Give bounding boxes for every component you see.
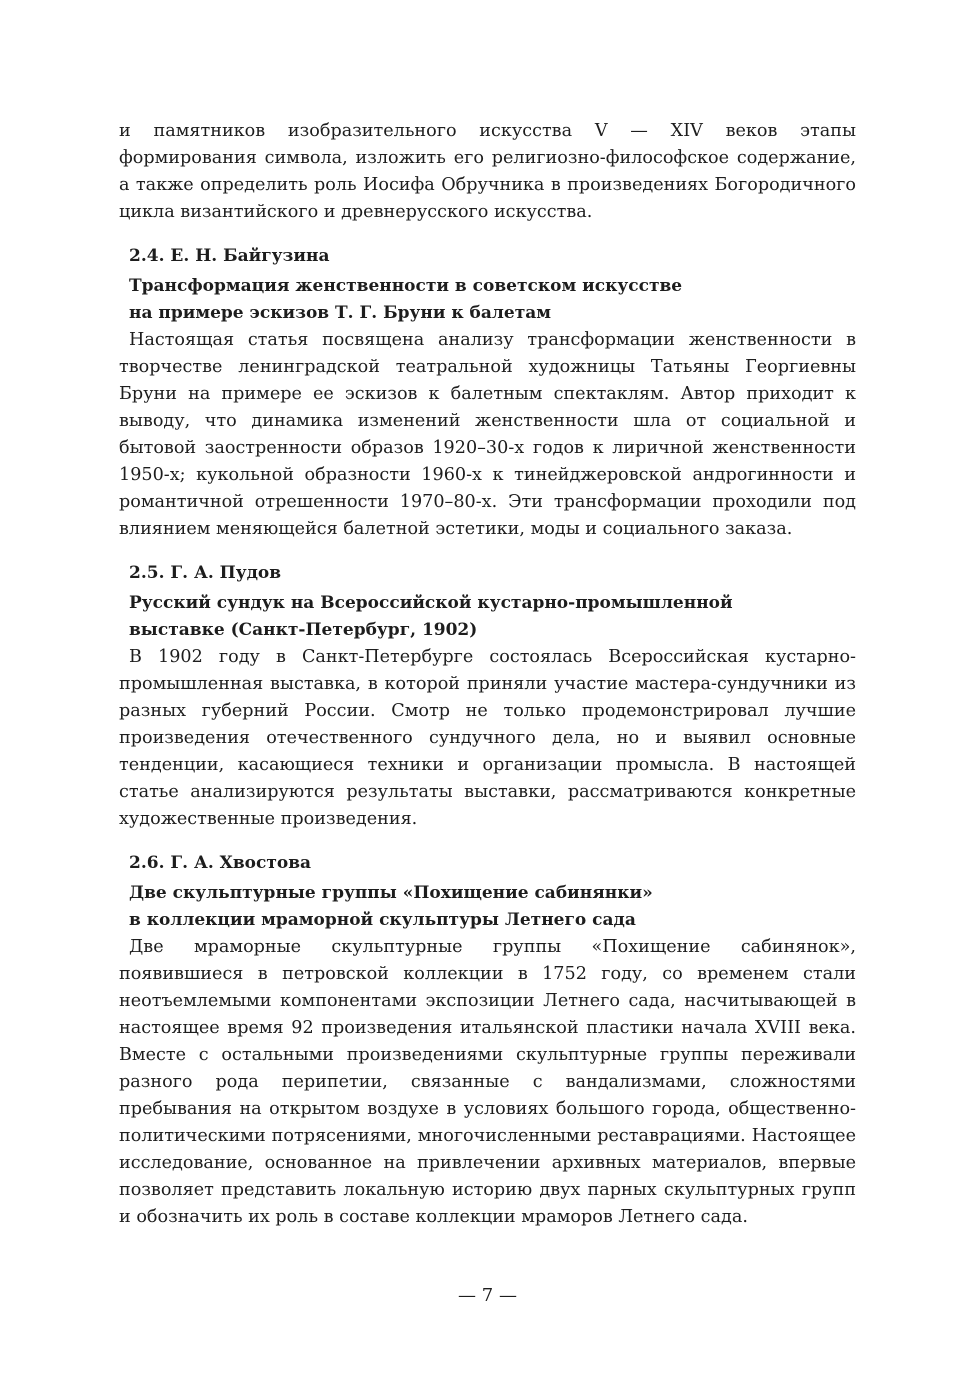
page-number: — 7 — bbox=[458, 1285, 517, 1306]
section-title bbox=[129, 590, 856, 644]
section-abstract: Две мраморные скульптурные группы «Похищение сабинянок», появившиеся в петровской коллекции в 1752 году, со временем стали неотъемлемыми компонентами экспозиции Летнего сада, насчитывающей в настоящее время 92 произведения итальянской пластики начала XVIII века. Вместе с остальными произведениями скульптурные группы переживали разного рода перипетии, связанные с вандализмами, сложностями пребывания на открытом воздухе в условиях большого города, общественно-политическими потрясениями, многочисленными реставрациями. Настоящее исследование, основанное на привлечении архивных материалов, впервые позволяет представить локальную историю двух парных скульптурных групп и обозначить их роль в составе коллекции мраморов Летнего сада. bbox=[119, 937, 856, 1227]
section-title bbox=[129, 273, 856, 327]
section-title-line: Трансформация женственности в советском искусстве bbox=[129, 276, 683, 296]
section-title bbox=[129, 880, 856, 934]
document-page bbox=[119, 118, 856, 1231]
section-heading: 2.4. Е. Н. Байгузина bbox=[129, 246, 330, 266]
section-title-line: Русский сундук на Всероссийской кустарно-промышленной bbox=[129, 593, 733, 613]
section-title-line: в коллекции мраморной скульптуры Летнего сада bbox=[129, 910, 636, 930]
section-title-line: на примере эскизов Т. Г. Бруни к балетам bbox=[129, 303, 552, 323]
intro-paragraph: и памятников изобразительного искусства V — XIV веков этапы формирования символа, изложить его религиозно-философское содержание, а также определить роль Иосифа Обручника в произведениях Богородичного цикла византийского и древнерусского искусства. bbox=[119, 121, 856, 222]
section-2-6 bbox=[119, 850, 856, 1231]
section-2-4 bbox=[119, 243, 856, 543]
section-abstract: В 1902 году в Санкт-Петербурге состоялась Всероссийская кустарно-промышленная выставка, в которой приняли участие мастера-сундучники из разных губерний России. Смотр не только продемонстрировал лучшие произведения отечественного сундучного дела, но и выявил основные тенденции, касающиеся техники и организации промысла. В настоящей статье анализируются результаты выставки, рассматриваются конкретные художественные произведения. bbox=[119, 647, 856, 829]
section-2-5 bbox=[119, 560, 856, 833]
section-title-line: Две скульптурные группы «Похищение сабинянки» bbox=[129, 883, 653, 903]
section-heading: 2.6. Г. А. Хвостова bbox=[129, 853, 312, 873]
section-abstract: Настоящая статья посвящена анализу трансформации женственности в творчестве ленинградской театральной художницы Татьяны Георгиевны Бруни на примере ее эскизов к балетным спектаклям. Автор приходит к выводу, что динамика изменений женственности шла от социальной и бытовой заостренности образов 1920–30-х годов к лиричной женственности 1950-х; кукольной образности 1960-х к тинейджеровской андрогинности и романтичной отрешенности 1970–80-х. Эти трансформации проходили под влиянием меняющейся балетной эстетики, моды и социального заказа. bbox=[119, 330, 856, 539]
section-heading: 2.5. Г. А. Пудов bbox=[129, 563, 282, 583]
section-title-line: выставке (Санкт-Петербург, 1902) bbox=[129, 620, 478, 640]
